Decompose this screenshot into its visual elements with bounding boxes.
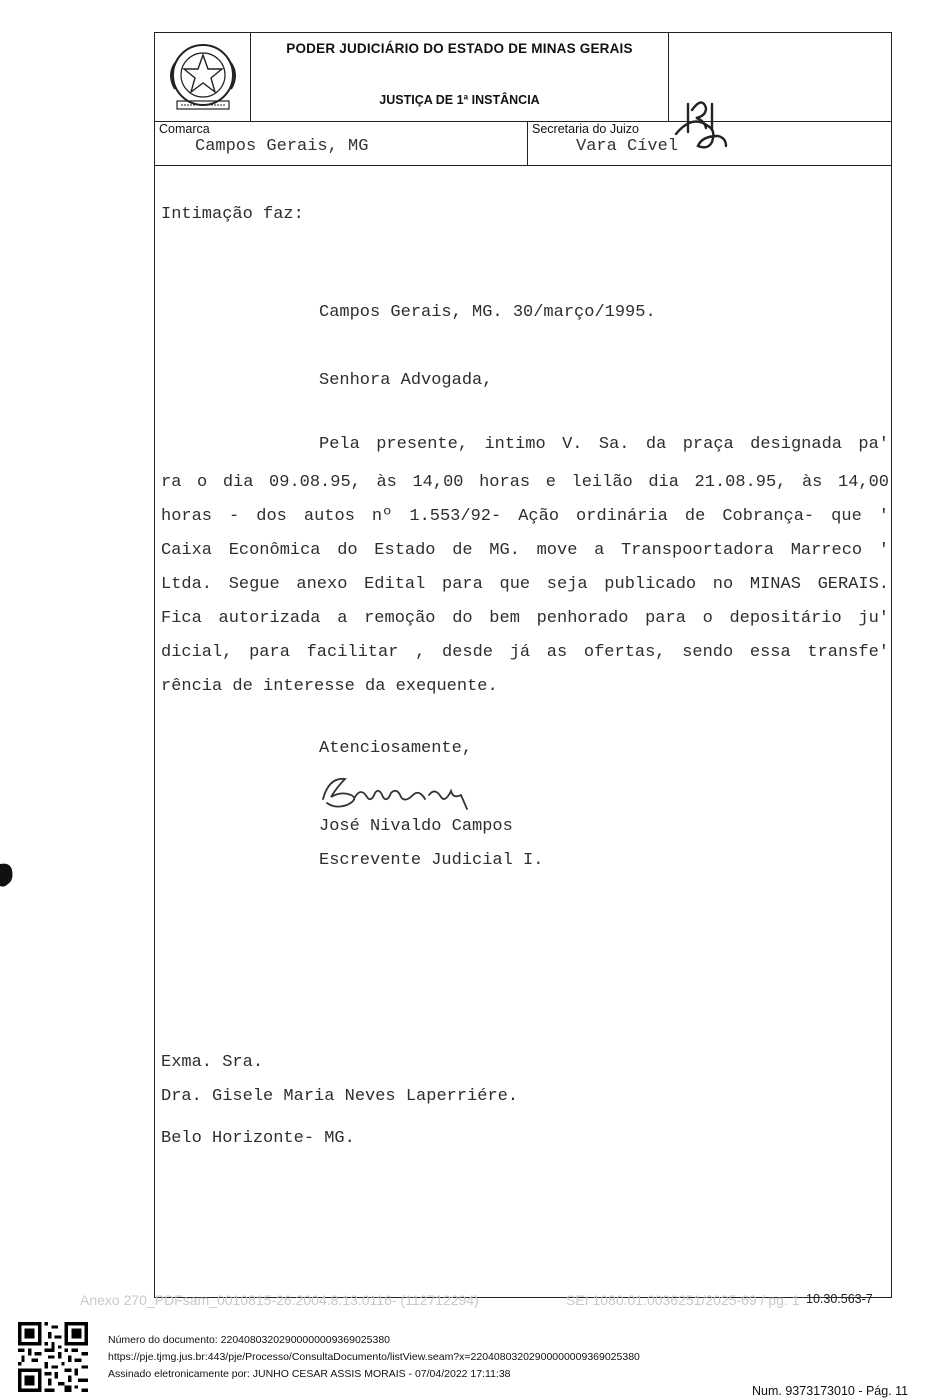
signer-title: Escrevente Judicial I. — [319, 851, 544, 870]
secretaria-label: Secretaria do Juizo — [532, 122, 640, 136]
secretaria-value: Vara Cível — [576, 137, 679, 156]
closing: Atenciosamente, — [319, 739, 473, 758]
institution-name: PODER JUDICIÁRIO DO ESTADO DE MINAS GERAIS — [286, 41, 633, 56]
recipient-line-1: Exma. Sra. — [161, 1053, 264, 1072]
paragraph-line-2: ra o dia 09.08.95, às 14,00 horas e leilão dia 21.08.95, às 14,00 — [161, 473, 889, 492]
paragraph-line-1: Pela presente, intimo V. Sa. da praça designada pa' — [319, 435, 889, 454]
page-edge-mark — [0, 860, 16, 890]
document-number: Número do documento: 22040803202900000009369025380 — [108, 1334, 390, 1346]
recipient-line-3: Belo Horizonte- MG. — [161, 1129, 355, 1148]
comarca-field — [155, 121, 528, 165]
header-title-box — [251, 33, 669, 121]
comarca-label: Comarca — [159, 122, 210, 136]
handwritten-signature — [317, 769, 497, 813]
document-url[interactable]: https://pje.tjmg.jus.br:443/pje/Processo/ConsultaDocumento/listView.seam?x=22040803202900000009369025380 — [108, 1351, 640, 1363]
paragraph-line-4: Caixa Econômica do Estado de MG. move a Transpoortadora Marreco ' — [161, 541, 889, 560]
date-line: Campos Gerais, MG. 30/março/1995. — [319, 303, 656, 322]
salutation: Senhora Advogada, — [319, 371, 493, 390]
header-fields — [155, 121, 891, 166]
document-page — [154, 32, 892, 1298]
paragraph-line-3: horas - dos autos nº 1.553/92- Ação ordinária de Cobrança- que ' — [161, 507, 889, 526]
page-reference: Num. 9373173010 - Pág. 11 — [752, 1384, 909, 1398]
handwritten-folio-number — [668, 90, 738, 160]
recipient-line-2: Dra. Gisele Maria Neves Laperriére. — [161, 1087, 519, 1106]
instance-name: JUSTIÇA DE 1ª INSTÂNCIA — [379, 93, 540, 107]
heading: Intimação faz: — [161, 205, 304, 224]
watermark-left: Anexo 270_PDFsam_0010815-26.2004.8.13.0116- (112712294) — [80, 1292, 479, 1308]
signed-by: Assinado eletronicamente por: JUNHO CESAR ASSIS MORAIS - 07/04/2022 17:11:38 — [108, 1368, 511, 1380]
signer-name: José Nivaldo Campos — [319, 817, 513, 836]
qr-code-icon — [18, 1322, 88, 1392]
paragraph-line-6: Fica autorizada a remoção do bem penhorado para o depositário ju' — [161, 609, 889, 628]
comarca-value: Campos Gerais, MG — [195, 137, 369, 156]
watermark-right: SEI 1080.01.0036251/2025-69 / pg. 1 — [566, 1292, 800, 1308]
letterhead — [155, 33, 891, 122]
coat-of-arms-icon — [155, 33, 251, 121]
paragraph-line-7: dicial, para facilitar , desde já as ofertas, sendo essa transfe' — [161, 643, 889, 662]
paragraph-line-8: rência de interesse da exequente. — [161, 677, 498, 696]
stamp-number: 10.30.563-7 — [806, 1292, 873, 1306]
paragraph-line-5: Ltda. Segue anexo Edital para que seja publicado no MINAS GERAIS. — [161, 575, 889, 594]
